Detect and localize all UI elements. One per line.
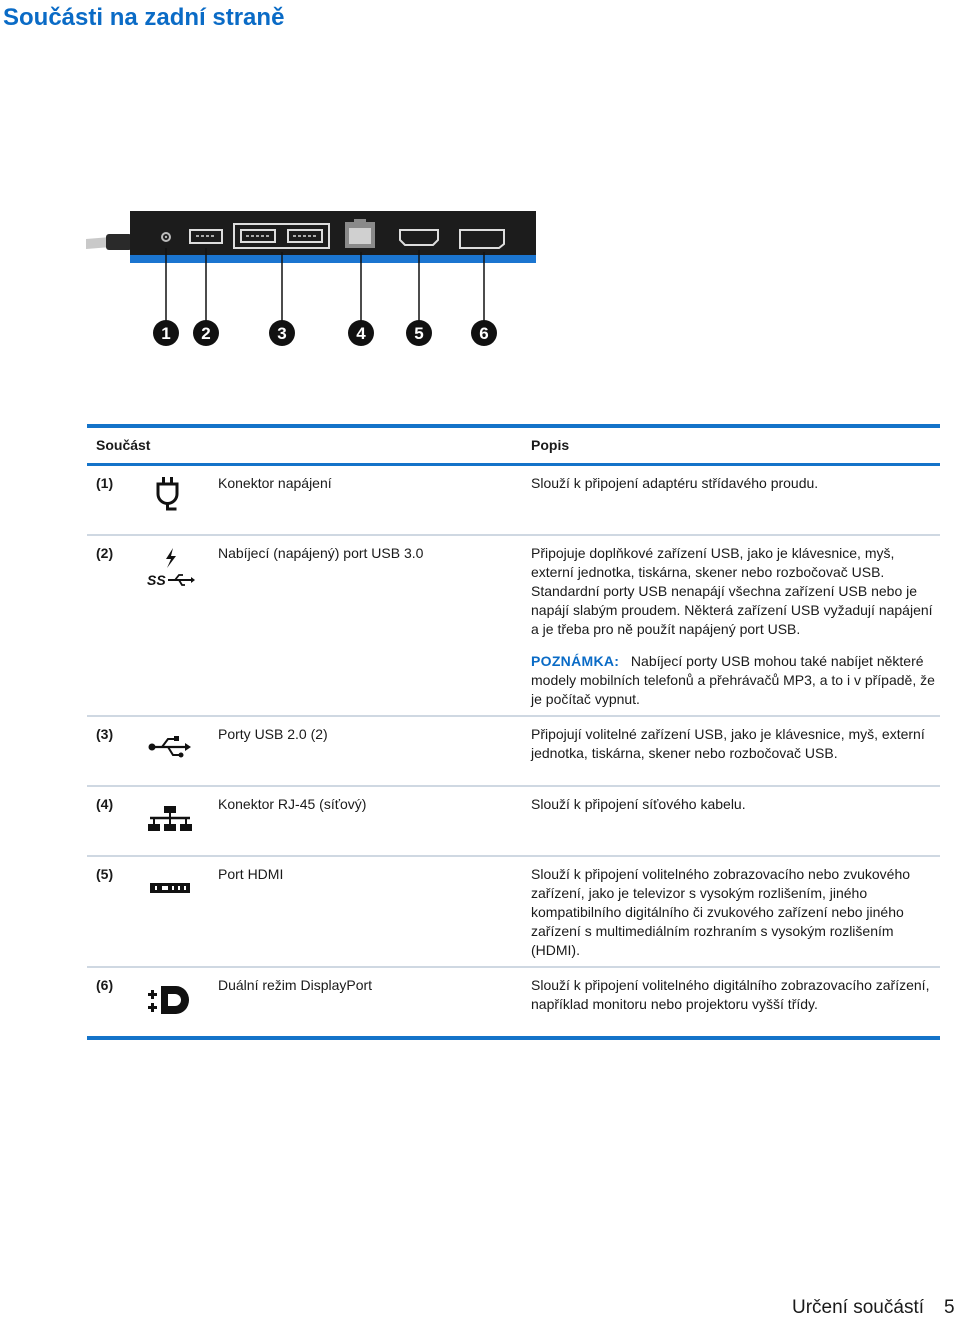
callout-6 — [471, 320, 497, 346]
callout-badges — [153, 320, 497, 346]
row-number: (6) — [96, 977, 114, 993]
description-line: Standardní porty USB nenapájí všechna zařízení USB nebo je — [531, 583, 918, 599]
callout-2 — [193, 320, 219, 346]
callout-4-text: 4 — [356, 324, 366, 343]
row-name: Konektor napájení — [218, 475, 332, 491]
row-name: Duální režim DisplayPort — [218, 977, 373, 993]
header-component: Součást — [96, 437, 151, 453]
description-line: napájí slabým proudem. Některá zařízení USB vyžadují napájení — [531, 602, 933, 618]
row-name: Port HDMI — [218, 866, 284, 882]
callout-4 — [348, 320, 374, 346]
note-line: modely mobilních telefonů a přehrávačů MP3, a to i v případě, že — [531, 672, 935, 688]
row-number: (5) — [96, 866, 114, 882]
description-line: Slouží k připojení volitelného digitálního zobrazovacího zařízení, — [531, 977, 930, 993]
callout-1-text: 1 — [161, 324, 171, 343]
row-description — [531, 865, 936, 960]
table-top-rule — [87, 424, 940, 428]
row-divider — [87, 855, 940, 857]
row-description: Slouží k připojení adaptéru střídavého proudu. — [531, 475, 819, 491]
description-line: například monitoru nebo projektoru vyšší třídy. — [531, 996, 818, 1012]
description-line: Připojuje doplňkové zařízení USB, jako je klávesnice, myš, — [531, 545, 895, 561]
row-divider — [87, 715, 940, 717]
row-description — [531, 544, 936, 709]
row-description — [531, 725, 936, 763]
callout-5 — [406, 320, 432, 346]
row-name: Porty USB 2.0 (2) — [218, 726, 328, 742]
callout-3 — [269, 320, 295, 346]
usb-icon — [148, 735, 192, 759]
description-line: kompatibilního digitálního či zvukového zařízení nebo jiného — [531, 904, 904, 920]
header-rule — [87, 463, 940, 466]
page-number: 5 — [944, 1297, 955, 1318]
svg-text:SS: SS — [147, 572, 166, 588]
description-line: Slouží k připojení volitelného zobrazovacího nebo zvukového — [531, 866, 911, 882]
dock-blue-stripe — [130, 255, 536, 263]
description-line: zařízení, jako je televizor s vysokým rozlišením, jiného — [531, 885, 868, 901]
page-title: Součásti na zadní straně — [3, 4, 285, 31]
description-line: (HDMI). — [531, 942, 580, 958]
row-number: (3) — [96, 726, 114, 742]
footer-section: Určení součástí — [792, 1297, 924, 1318]
description-line: zařízení s multimediálním rozhraním s vysokým rozlišením — [531, 923, 894, 939]
note-line: Nabíjecí porty USB mohou také nabíjet některé — [630, 653, 924, 669]
callout-1 — [153, 320, 179, 346]
usb3-charging-icon — [145, 548, 195, 588]
description-line: externí jednotka, tiskárna, skener nebo rozbočovač USB. — [531, 564, 885, 580]
row-number: (4) — [96, 796, 114, 812]
hdmi-icon — [150, 883, 190, 895]
row-name: Konektor RJ-45 (síťový) — [218, 796, 367, 812]
power-plug-icon — [155, 477, 181, 515]
description-line: a je třeba pro ně použít napájený port USB. — [531, 621, 801, 637]
note-line: je počítač vypnut. — [531, 691, 640, 707]
table-bottom-rule — [87, 1036, 940, 1040]
row-number: (2) — [96, 545, 114, 561]
row-divider — [87, 966, 940, 968]
displayport-icon — [148, 984, 194, 1016]
network-icon — [148, 806, 192, 832]
note-label: POZNÁMKA: — [531, 653, 620, 669]
note — [531, 652, 936, 709]
callout-2-text: 2 — [201, 324, 211, 343]
dock-rear-illustration — [86, 200, 556, 360]
row-description — [531, 976, 936, 1014]
row-divider — [87, 534, 940, 536]
callout-6-text: 6 — [479, 324, 489, 343]
row-number: (1) — [96, 475, 114, 491]
callout-3-text: 3 — [277, 324, 287, 343]
row-divider — [87, 785, 940, 787]
description-line: jednotka, tiskárna, skener nebo rozbočovač USB. — [531, 745, 838, 761]
description-line: Připojují volitelné zařízení USB, jako je klávesnice, myš, externí — [531, 726, 925, 742]
row-description: Slouží k připojení síťového kabelu. — [531, 796, 746, 812]
header-description: Popis — [531, 437, 570, 453]
callout-5-text: 5 — [414, 324, 424, 343]
row-name: Nabíjecí (napájený) port USB 3.0 — [218, 545, 424, 561]
